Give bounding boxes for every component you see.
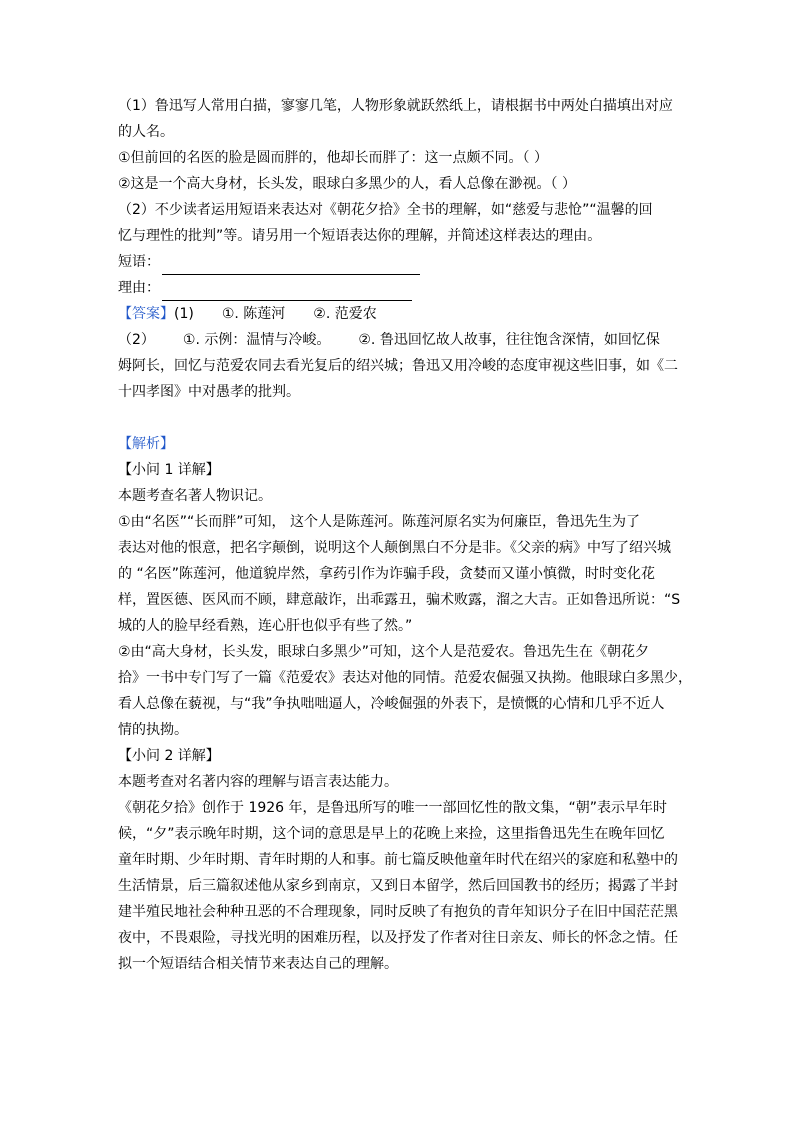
answer-row-2 — [118, 327, 678, 353]
answer-2-prefix: （2） — [118, 332, 155, 348]
answer-row-1 — [118, 301, 678, 327]
sub2-p1-line: 童年时期、少年时期、青年时期的人和事。前七篇反映他童年时代在绍兴的家庭和私塾中的 — [118, 852, 678, 868]
q1-item-2: ②这是一个高大身材，长头发，眼球白多黑少的人，看人总像在渺视。（ ） — [118, 176, 576, 192]
sub1-p1-line: 表达对他的恨意，把名字颠倒，说明这个人颠倒黑白不分是非。《父亲的病》中写了绍兴城 — [118, 540, 671, 556]
sub2-intro: 本题考查对名著内容的理解与语言表达能力。 — [118, 774, 398, 790]
sub2-p1-line: 候，“夕”表示晚年时期，这个词的意思是早上的花晚上来捡，这里指鲁迅先生在晚年回忆 — [118, 826, 665, 842]
section-gap — [118, 405, 678, 431]
sub1-p2-line: 拾》一书中专门写了一篇《范爱农》表达对他的同情。范爱农倔强又执拗。他眼球白多黑少， — [118, 670, 692, 686]
sub2-p1-line: 拟一个短语结合相关情节来表达自己的理解。 — [118, 956, 398, 972]
document-body — [118, 93, 692, 977]
sub1-p2-line: ②由“高大身材，长头发，眼球白多黑少”可知，这个人是范爱农。鲁迅先生在《朝花夕 — [118, 644, 650, 660]
answer-2-line-3: 十四孝图》中对愚孝的批判。 — [118, 384, 300, 400]
phrase-label: 短语： — [118, 254, 160, 270]
sub2-p1-line: 生活情景，后三篇叙述他从家乡到南京，又到日本留学，然后回国教书的经历；揭露了半封 — [118, 878, 678, 894]
reason-answer-row — [118, 275, 678, 301]
q2-intro-line-1: （2）不少读者运用短语来表达对《朝花夕拾》全书的理解，如“慈爱与悲怆”“温馨的回 — [118, 202, 653, 218]
q1-intro-line-2: 的人名。 — [118, 124, 174, 140]
q2-intro-line-2: 忆与理性的批判”等。请另用一个短语表达你的理解，并简述这样表达的理由。 — [118, 228, 602, 244]
sub1-p1-line: 的 “名医”陈莲河，他道貌岸然，拿药引作为诈骗手段，贪婪而又谨小慎微，时时变化花 — [118, 566, 655, 582]
analysis-tag: 【解析】 — [118, 436, 174, 452]
sub2-heading: 【小问 2 详解】 — [118, 748, 220, 764]
answer-1-item-2: ②. 范爱农 — [313, 306, 377, 322]
sub1-intro: 本题考查名著人物识记。 — [118, 488, 272, 504]
q1-item-1: ①但前回的名医的脸是圆而胖的，他却长而胖了：这一点颇不同。（ ） — [118, 150, 548, 166]
q1-intro-line-1: （1）鲁迅写人常用白描，寥寥几笔，人物形象就跃然纸上，请根据书中两处白描填出对应 — [118, 98, 673, 114]
sub1-p1-line: 城的人的脸早经看熟，连心肝也似乎有些了然。” — [118, 618, 413, 634]
answer-1-prefix: (1) — [174, 306, 194, 322]
sub1-p1-line: ①由“名医”“长而胖”可知， 这个人是陈莲河。陈莲河原名实为何廉臣，鲁迅先生为了 — [118, 514, 641, 530]
answer-2-item-2: ②. 鲁迅回忆故人故事，往往饱含深情，如回忆保 — [358, 332, 660, 348]
phrase-blank-line[interactable] — [162, 255, 420, 275]
phrase-answer-row — [118, 249, 678, 275]
answer-2-item-1: ①. 示例：温情与冷峻。 — [182, 332, 331, 348]
sub1-heading: 【小问 1 详解】 — [118, 462, 220, 478]
reason-blank-line[interactable] — [162, 281, 412, 301]
reason-label: 理由： — [118, 280, 160, 296]
sub1-p1-line: 样，置医德、医风而不顾，肆意敲诈，出乖露丑，骗术败露，溜之大吉。正如鲁迅所说：“S — [118, 592, 681, 608]
answer-tag: 【答案】 — [118, 306, 174, 322]
sub2-p1-line: 夜中，不畏艰险，寻找光明的困难历程，以及抒发了作者对往日亲友、师长的怀念之情。任 — [118, 930, 678, 946]
answer-2-line-2: 姆阿长，回忆与范爱农同去看光复后的绍兴城；鲁迅又用冷峻的态度审视这些旧事，如《二 — [118, 358, 678, 374]
sub2-p1-line: 《朝花夕拾》创作于 1926 年，是鲁迅所写的唯一一部回忆性的散文集，“朝”表示早年时 — [118, 800, 668, 816]
sub2-p1-line: 建半殖民地社会种种丑恶的不合理现象，同时反映了有抱负的青年知识分子在旧中国茫茫黑 — [118, 904, 678, 920]
sub1-p2-line: 情的执拗。 — [118, 722, 188, 738]
sub1-p2-line: 看人总像在藐视，与“我”争执咄咄逼人，冷峻倔强的外表下，是愤慨的心情和几乎不近人 — [118, 696, 665, 712]
answer-1-item-1: ①. 陈莲河 — [221, 306, 286, 322]
